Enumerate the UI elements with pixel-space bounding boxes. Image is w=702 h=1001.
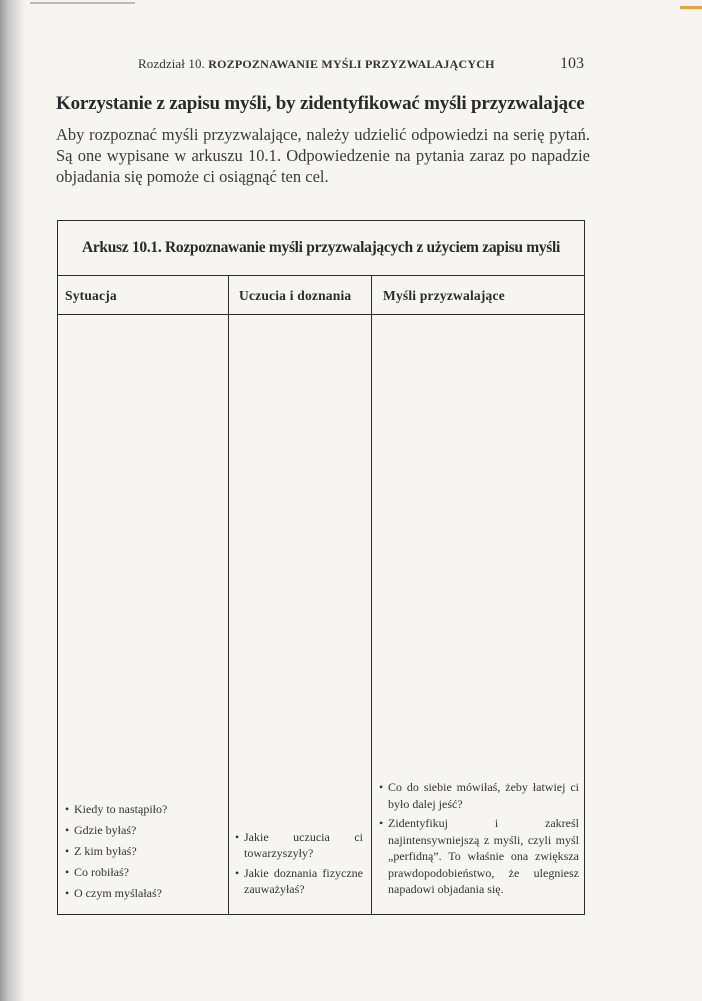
intro-paragraph: Aby rozpoznać myśli przyzwalające, należy udzielić odpowiedzi na serię pytań. Są one wypisane w arkuszu 10.1. Odpowiedzenie na pytania zaraz po napadzie objadania się pomoże ci osiągnąć ten cel. bbox=[56, 125, 590, 186]
page-number: 103 bbox=[560, 55, 584, 72]
running-head bbox=[138, 56, 495, 72]
list-item: • Z kim byłaś? bbox=[65, 841, 223, 862]
column-header-sytuacja: Sytuacja bbox=[65, 288, 117, 303]
list-item: • O czym myślałaś? bbox=[65, 883, 223, 904]
column-divider bbox=[228, 276, 229, 914]
worksheet-title: Arkusz 10.1. Rozpoznawanie myśli przyzwalających z użyciem zapisu myśli bbox=[58, 221, 584, 276]
list-item: • Zidentyfikuj i zakreśl najintensywniejszą z myśli, czyli myśl „perfidną”. To właśnie ona zwiększa prawdopodobieństwo, że ulegniesz napadowi objadania się. bbox=[379, 815, 579, 898]
list-item: • Co robiłaś? bbox=[65, 862, 223, 883]
column-header-uczucia: Uczucia i doznania bbox=[239, 288, 352, 303]
list-item: • Jakie uczucia ci towarzyszyły? bbox=[235, 829, 363, 861]
worksheet-table bbox=[57, 220, 585, 915]
list-item: • Kiedy to nastąpiło? bbox=[65, 799, 223, 820]
scan-edge-mark bbox=[30, 2, 135, 4]
column-header-mysli: Myśli przyzwalające bbox=[383, 288, 505, 303]
list-item: • Jakie doznania fizyczne zauważyłaś? bbox=[235, 865, 363, 897]
permissive-thoughts-questions bbox=[379, 779, 579, 901]
corner-tab-mark bbox=[680, 6, 702, 9]
feelings-questions bbox=[235, 829, 363, 901]
section-heading: Korzystanie z zapisu myśli, by zidentyfikować myśli przyzwalające bbox=[56, 93, 585, 114]
list-item: • Co do siebie mówiłaś, żeby łatwiej ci było dalej jeść? bbox=[379, 779, 579, 812]
page-binding-shadow bbox=[0, 0, 26, 1001]
list-item: • Gdzie byłaś? bbox=[65, 820, 223, 841]
running-head-chapter-title: ROZPOZNAWANIE MYŚLI PRZYZWALAJĄCYCH bbox=[208, 57, 495, 71]
running-head-chapter: Rozdział 10. bbox=[138, 56, 205, 71]
situation-questions bbox=[65, 799, 223, 904]
column-divider bbox=[371, 276, 372, 914]
